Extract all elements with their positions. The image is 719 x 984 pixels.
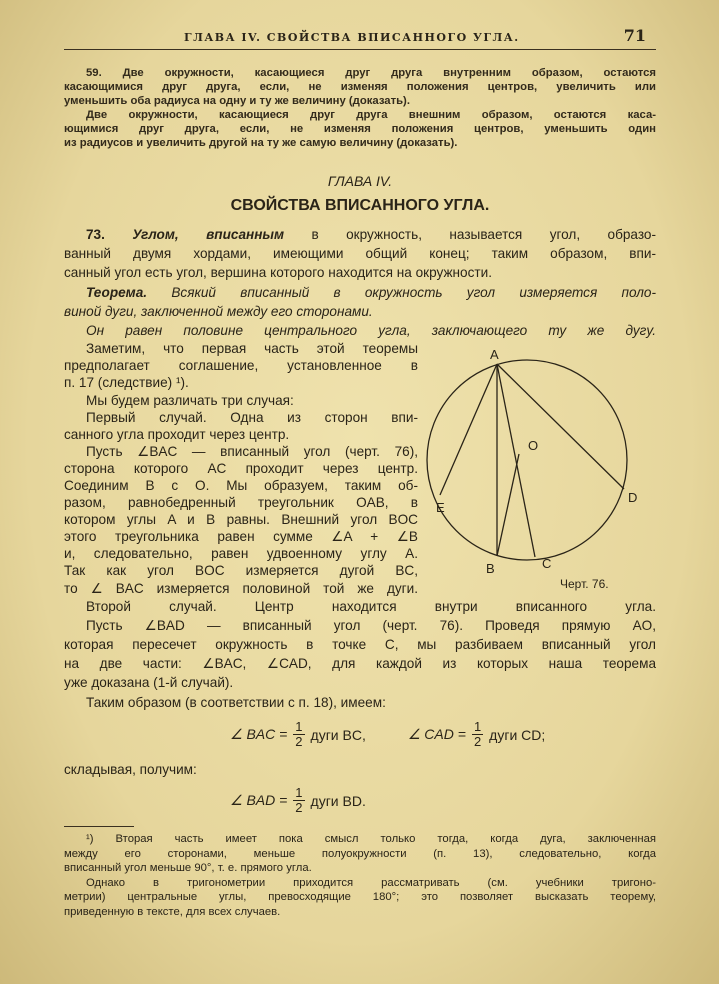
formula-rhs: дуги BD. — [310, 792, 366, 809]
text-line: ванный двумя хордами, имеющими общий конец; таким образом, впи- — [64, 246, 656, 262]
label-a: A — [490, 347, 499, 362]
text-span: в окружность, называется угол, образо- — [284, 227, 656, 242]
chapter-title: СВОЙСТВА ВПИСАННОГО УГЛА. — [230, 197, 490, 214]
denominator: 2 — [473, 734, 482, 749]
text-line: Две окружности, касающиеся друг друга внешним образом, остаются каса- — [86, 109, 656, 121]
footnote-line: метрии) центральные углы, превосходящие 180°; это позволяет высказать теорему, — [64, 891, 656, 904]
label-e: E — [436, 500, 445, 515]
numerator: 1 — [473, 719, 482, 734]
defined-term: Углом, вписанным — [132, 227, 285, 242]
text-line: 59. Две окружности, касающиеся друг друга внутренним образом, остаются — [86, 67, 656, 79]
chord-ae — [440, 364, 497, 495]
text-line: уменьшить оба радиуса на одну и ту же величину (доказать). — [64, 95, 410, 107]
text-line: то ∠ BAC измеряется половиной той же дуги. — [64, 580, 418, 596]
text-line: касающимися друг друга, если, не изменяя положения центров, увеличить или — [64, 81, 656, 93]
text-line: санного угла проходит через центр. — [64, 426, 290, 442]
text-line: Мы будем различать три случая: — [86, 392, 294, 408]
text-line: из радиусов и увеличить другой на ту же самую величину (доказать). — [64, 137, 458, 149]
footnote-rule — [64, 826, 134, 827]
circle — [427, 360, 627, 560]
text-line: Пусть ∠BAC — вписанный угол (черт. 76), — [86, 443, 418, 459]
formula-rhs: дуги BC, — [310, 726, 366, 743]
text-line: Заметим, что первая часть этой теоремы — [86, 341, 418, 357]
footnotes — [64, 832, 656, 920]
text-line: на две части: ∠BAC, ∠CAD, для каждой из которых наша теорема — [64, 656, 656, 672]
theorem-label: Теорема. — [86, 284, 148, 300]
footnote-line: Однако в тригонометрии приходится рассматривать (см. учебники тригоно- — [86, 876, 656, 889]
text-span: Всякий вписанный в окружность угол измеряется поло- — [147, 284, 656, 300]
text-line: сторона которого AC проходит через центр. — [64, 460, 418, 476]
text-line: Первый случай. Одна из сторон впи- — [86, 409, 418, 425]
section-number: 73. — [86, 227, 105, 242]
footnote-line: приведенную в тексте, для всех случаев. — [64, 905, 281, 918]
text-line: которая пересечет окружность в точке C, мы разбиваем вписанный угол — [64, 637, 656, 653]
text-line: санный угол есть угол, вершина которого находится на окружности. — [64, 265, 492, 281]
text-line: Он равен половине центрального угла, заключающего ту же дугу. — [86, 323, 656, 339]
text-line: уже доказана (1-й случай). — [64, 675, 234, 691]
text-line: Пусть ∠BAD — вписанный угол (черт. 76). Проведя прямую AO, — [86, 617, 656, 633]
text-line: складывая, получим: — [64, 762, 197, 777]
text-line: разом, равнобедренный треугольник OAB, в — [64, 495, 418, 511]
text-line: ющимися друг друга, если, не изменяя положения центров, уменьшить один — [64, 123, 656, 135]
chapter-label: ГЛАВА IV. — [327, 173, 393, 189]
text-line: виной дуги, заключенной между его сторонами. — [64, 303, 373, 319]
label-c: C — [542, 556, 552, 571]
text-line: и, следовательно, равен удвоенному углу A. — [64, 546, 418, 562]
label-d: D — [628, 490, 638, 505]
denominator: 2 — [295, 734, 303, 749]
numerator: 1 — [295, 719, 303, 734]
text-line: Второй случай. Центр находится внутри вписанного угла. — [86, 598, 656, 614]
footnote-line: между его сторонами, меньше полуокружности (п. 13), следовательно, когда — [64, 847, 656, 860]
text-line: предполагает соглашение, установленное в — [64, 358, 418, 374]
formula-lhs: ∠ BAC = — [230, 726, 288, 742]
text-line: Так как угол BOC измеряется дугой BC, — [64, 563, 418, 579]
text-line: Таким образом (в соответствии с п. 18), имеем: — [86, 694, 386, 710]
denominator: 2 — [295, 800, 303, 815]
footnote-line: вписанный угол меньше 90°, т. е. прямого угла. — [64, 862, 312, 875]
header-title: ГЛАВА IV. СВОЙСТВА ВПИСАННОГО УГЛА. — [184, 31, 520, 44]
footnote-line: ¹) Вторая часть имеет пока смысл только тогда, когда дуга, заключенная — [86, 833, 656, 845]
label-o: O — [528, 438, 539, 453]
text-line: Соединим B с O. Мы образуем, таким об- — [64, 477, 418, 493]
text-line: п. 17 (следствие) ¹). — [64, 375, 189, 391]
formula-lhs: ∠ BAD = — [230, 792, 288, 808]
formula-lhs: ∠ CAD = — [407, 726, 466, 742]
text-line: этого треугольника равен сумме ∠A + ∠B — [64, 529, 418, 545]
segment-bo — [497, 454, 519, 556]
figure-caption: Черт. 76. — [560, 577, 609, 591]
numerator: 1 — [295, 785, 303, 800]
formula-rhs: дуги CD; — [489, 726, 546, 743]
page-number: 71 — [623, 26, 646, 45]
label-b: B — [486, 561, 495, 576]
text-line: котором углы A и B равны. Внешний угол BOC — [64, 512, 418, 528]
